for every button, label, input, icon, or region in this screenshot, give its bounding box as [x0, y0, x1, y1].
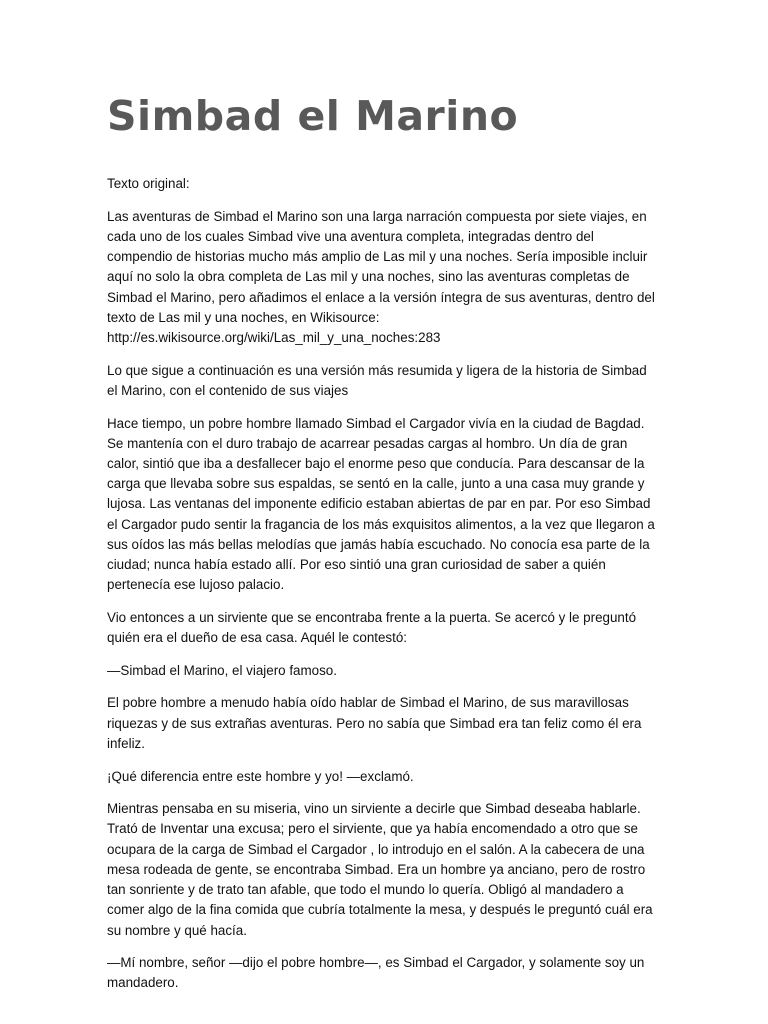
paragraph-version-resumida: Lo que sigue a continuación es una versión más resumida y ligera de la historia de Simbad el Marino, con el contenido de sus viajes [107, 362, 647, 398]
document-title: Simbad el Marino [107, 92, 519, 140]
paragraph-intro: Las aventuras de Simbad el Marino son una larga narración compuesta por siete viajes, en cada uno de los cuales Simbad vive una aventura completa, integradas dentro del compendio de historias mucho más amplio de Las mil y una noches. Sería imposible incluir aquí no solo la obra completa de Las mil y una noches, sino las aventuras completas de Simbad el Marino, pero añadimos el enlace a la versión íntegra de sus aventuras, dentro del texto de Las mil y una noches, en Wikisource: http://es.wikisource.org/wiki/Las_mil_y_una_noches:283 [107, 208, 655, 345]
paragraph-mi-nombre: —Mí nombre, señor —dijo el pobre hombre—, es Simbad el Cargador, y solamente soy un mandadero. [107, 955, 645, 991]
paragraph-dialogue-simbad-marino: —Simbad el Marino, el viajero famoso. [107, 662, 337, 678]
document-page [107, 88, 660, 1006]
paragraph-texto-original: Texto original: [107, 176, 190, 191]
paragraph-hace-tiempo: Hace tiempo, un pobre hombre llamado Simbad el Cargador vivía en la ciudad de Bagdad. Se mantenía con el duro trabajo de acarrear pesadas cargas al hombro. Un día de gran calor, sintió que iba a desfallecer bajo el enorme peso que conducía. Para descansar de la carga que llevaba sobre sus espaldas, se sentó en la calle, junto a una casa muy grande y lujosa. Las ventanas del imponente edificio estaban abiertas de par en par. Por eso Simbad el Cargador pudo sentir la fragancia de los más exquisitos alimentos, a la vez que llegaron a sus oídos las más bellas melodías que jamás había escuchado. No conocía esa parte de la ciudad; nunca había estado allí. Por eso sintió una gran curiosidad de saber a quién pertenecía ese lujoso palacio. [107, 415, 655, 593]
paragraph-exclamo: ¡Qué diferencia entre este hombre y yo! —exclamó. [107, 768, 414, 784]
paragraph-mientras-pensaba: Mientras pensaba en su miseria, vino un sirviente a decirle que Simbad deseaba hablarle. Trató de Inventar una excusa; pero el sirviente, que ya había encomendado a otro que se ocupara de la carga de Simbad el Cargador , lo introdujo en el salón. A la cabecera de una mesa rodeada de gente, se encontraba Simbad. Era un hombre ya anciano, pero de rostro tan sonriente y de trato tan afable, que todo el mundo lo quería. Obligó al mandadero a comer algo de la fina comida que cubría totalmente la mesa, y después le preguntó cuál era su nombre y qué hacía. [107, 801, 653, 938]
paragraph-pobre-hombre: El pobre hombre a menudo había oído hablar de Simbad el Marino, de sus maravillosas riquezas y de sus extrañas aventuras. Pero no sabía que Simbad era tan feliz como él era infeliz. [107, 695, 642, 751]
paragraph-vio-sirviente: Vio entonces a un sirviente que se encontraba frente a la puerta. Se acercó y le preguntó quién era el dueño de esa casa. Aquél le contestó: [107, 609, 637, 646]
